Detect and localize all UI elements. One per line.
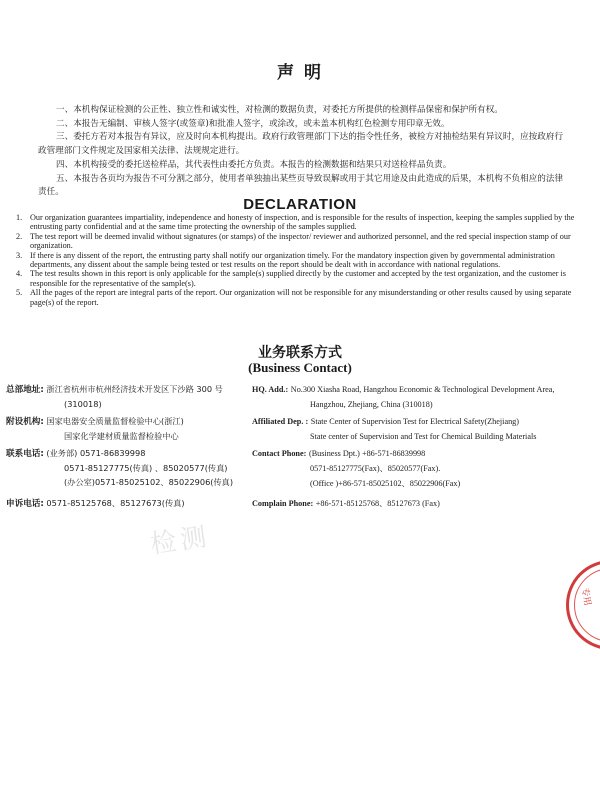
contact-cn-affiliated bbox=[6, 414, 246, 443]
affiliated-value-cn: 国家化学建材质量监督检验中心 bbox=[64, 431, 179, 441]
declaration-item bbox=[10, 213, 580, 232]
address-label-en: HQ. Add.: bbox=[252, 385, 289, 394]
contact-cn-phone bbox=[6, 446, 246, 489]
complain-value-cn: 0571-85125768、85127673(传真) bbox=[46, 498, 185, 508]
phone-value-cn: 0571-85127775(传真) 、85020577(传真) bbox=[64, 463, 228, 473]
contact-en-address bbox=[252, 382, 592, 412]
phone-value-en: (Office )+86-571-85025102、85022906(Fax) bbox=[310, 479, 461, 488]
contact-cn-address bbox=[6, 382, 246, 411]
affiliated-value-en: State Center of Supervision Test for Electrical Safety(Zhejiang) bbox=[310, 417, 519, 426]
statement-item: 四、本机构接受的委托送检样品，其代表性由委托方负责。本报告的检测数据和结果只对送检样品负责。 bbox=[56, 159, 452, 170]
complain-label-en: Complain Phone: bbox=[252, 499, 314, 508]
red-seal-text: 专用 bbox=[579, 587, 593, 607]
affiliated-value-en: State center of Supervision and Test for Chemical Building Materials bbox=[310, 432, 537, 441]
contact-en-complain bbox=[252, 496, 592, 511]
affiliated-value-cn: 国家电器安全质量监督检验中心(浙江) bbox=[46, 416, 184, 426]
declaration-item-text: If there is any dissent of the report, the entrusting party shall notify our organization timely. For the mandatory inspection given by governmental administration departments, any dissent about the sample being tested or test results on the report should be dealt with in accordance with national regulations. bbox=[30, 250, 555, 270]
watermark: 检测 bbox=[148, 521, 213, 561]
declaration-item-number: 2. bbox=[16, 231, 23, 241]
declaration-item bbox=[10, 251, 580, 270]
address-value-en: No.300 Xiasha Road, Hangzhou Economic & Technological Development Area, bbox=[290, 385, 555, 394]
affiliated-label-en: Affiliated Dep. : bbox=[252, 417, 309, 426]
phone-value-en: 0571-85127775(Fax)、85020577(Fax). bbox=[310, 464, 441, 473]
business-contact-title-en: (Business Contact) bbox=[248, 360, 352, 375]
statement-list bbox=[38, 104, 568, 200]
contact-cn-complain bbox=[6, 496, 246, 511]
declaration-item-number: 1. bbox=[16, 213, 23, 222]
declaration-list bbox=[10, 213, 580, 307]
statement-item: 一、本机构保证检测的公正性、独立性和诚实性，对检测的数据负责，对委托方所提供的检测样品保密和保护所有权。 bbox=[56, 105, 503, 115]
declaration-item bbox=[10, 269, 580, 288]
contact-en-phone bbox=[252, 446, 592, 491]
complain-label-cn: 申诉电话: bbox=[6, 499, 44, 509]
declaration-title: DECLARATION bbox=[243, 196, 357, 213]
declaration-item-text: The test report will be deemed invalid without signatures (or stamps) of the inspector/ reviewer and authorized personnel, and the red special inspection stamp of our organization. bbox=[30, 231, 571, 251]
address-value-en: Hangzhou, Zhejiang, China (310018) bbox=[310, 400, 433, 409]
declaration-item-text: All the pages of the report are integral parts of the report. Our organization will not be responsible for any misunderstanding or other results caused by using separate page(s) of the report. bbox=[30, 288, 572, 307]
complain-value-en: +86-571-85125768、85127673 (Fax) bbox=[315, 499, 440, 508]
statement-item: 三、委托方若对本报告有异议，应及时向本机构提出。政府行政管理部门下达的指令性任务，被检方对抽检结果有异议时，应按政府行政管理部门文件规定及国家相关法律、法规规定进行。 bbox=[38, 132, 564, 157]
phone-label-cn: 联系电话: bbox=[6, 449, 44, 459]
declaration-item-number: 4. bbox=[16, 269, 23, 279]
phone-value-cn: (办公室)0571-85025102、85022906(传真) bbox=[64, 477, 234, 487]
contact-en-affiliated bbox=[252, 414, 592, 444]
statement-item: 二、本报告无编制、审核人签字(或签章)和批准人签字，或涂改，或未盖本机构红色检测专用印章无效。 bbox=[56, 118, 450, 129]
affiliated-label-cn: 附设机构: bbox=[6, 417, 44, 427]
phone-value-cn: (业务部) 0571-86839998 bbox=[46, 448, 146, 458]
address-postcode-cn: (310018) bbox=[64, 399, 102, 409]
statement-item: 五、本报告各页均为报告不可分割之部分，使用者单独抽出某些页导致误解或用于其它用途及由此造成的后果，本机构不负相应的法律责任。 bbox=[38, 173, 564, 198]
declaration-item-number: 5. bbox=[16, 288, 23, 298]
business-contact-title-cn: 业务联系方式 bbox=[258, 345, 342, 361]
declaration-item bbox=[10, 288, 580, 307]
declaration-item-text: Our organization guarantees impartiality, independence and honesty of inspection, and is responsible for the results of inspection, keeping the samples supplied by the entrusting party confidential and at the same time protecting the ownership of the samples supplied. bbox=[30, 213, 575, 232]
declaration-item-number: 3. bbox=[16, 250, 23, 260]
phone-value-en: (Business Dpt.) +86-571-86839998 bbox=[308, 449, 426, 458]
address-value-cn: 浙江省杭州市杭州经济技术开发区下沙路 300 号 bbox=[46, 384, 223, 394]
phone-label-en: Contact Phone: bbox=[252, 449, 307, 458]
declaration-item bbox=[10, 232, 580, 251]
declaration-item-text: The test results shown in this report is only applicable for the sample(s) supplied directly by the customer and accepted by the test organization, and the customer is responsible for the representative of the sample(s). bbox=[30, 269, 566, 288]
statement-title: 声 明 bbox=[277, 63, 323, 83]
address-label-cn: 总部地址: bbox=[6, 385, 44, 395]
